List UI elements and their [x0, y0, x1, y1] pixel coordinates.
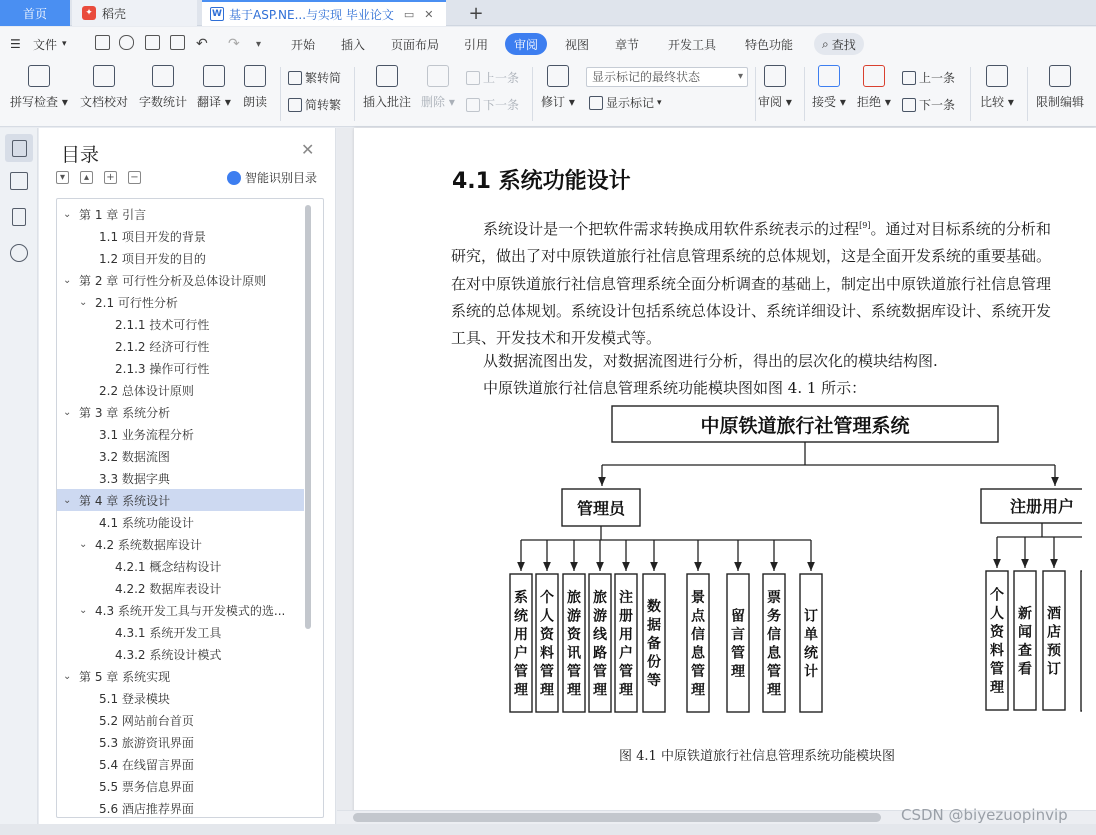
watermark: CSDN @biyezuopinvip — [901, 806, 1068, 824]
doc-proof-icon — [93, 65, 115, 87]
toc-item-label: 4.2.1 概念结构设计 — [115, 559, 222, 574]
ribbon-divider — [280, 67, 281, 121]
admin-node-label: 管理员 — [576, 499, 626, 518]
toc-item[interactable] — [57, 423, 304, 445]
module-label: 旅游资讯管理 — [567, 589, 581, 699]
ribbon-toolbar — [0, 61, 1096, 127]
read-aloud-icon — [244, 65, 266, 87]
module-box — [1043, 571, 1065, 710]
toc-item[interactable] — [57, 357, 304, 379]
toc-item-label: 4.3 系统开发工具与开发模式的选... — [95, 603, 286, 618]
toc-item-label: 2.1.2 经济可行性 — [115, 339, 210, 354]
figure-caption: 图 4.1 中原铁道旅行社信息管理系统功能模块图 — [619, 749, 895, 764]
next-comment-label: 下一条 — [483, 98, 520, 112]
next-change-label: 下一条 — [919, 98, 956, 112]
hamburger-icon[interactable]: ☰ — [10, 37, 21, 51]
monitor-icon[interactable]: ▭ — [403, 7, 415, 21]
ribbon-divider — [1027, 67, 1028, 121]
revise-icon — [547, 65, 569, 87]
ribbon-divider — [532, 67, 533, 121]
chevron-down-icon[interactable]: ⌄ — [63, 208, 72, 220]
revise-label: 修订 — [541, 95, 566, 109]
word-count-button[interactable] — [139, 65, 187, 110]
word-count-icon — [152, 65, 174, 87]
toc-item[interactable] — [57, 775, 304, 797]
toc-item-label: 2.1 可行性分析 — [95, 295, 178, 310]
toc-item[interactable] — [57, 225, 304, 247]
delete-comment-button[interactable]: 删除 ▾ — [421, 65, 455, 110]
left-icon-bar — [0, 128, 38, 835]
save-icon[interactable] — [95, 35, 110, 50]
print-preview-icon[interactable] — [170, 35, 185, 50]
spell-check-button[interactable]: 拼写检查 ▾ — [10, 65, 68, 110]
toc-item[interactable] — [57, 445, 304, 467]
tab-document-label: 基于ASP.NE...与实现 毕业论文 — [229, 7, 394, 22]
toc-item-label: 3.3 数据字典 — [99, 471, 170, 486]
toc-item[interactable] — [57, 533, 304, 555]
tab-bar — [0, 0, 1096, 26]
undo-icon[interactable]: ↶ — [196, 36, 208, 52]
next-change-icon — [902, 98, 916, 112]
menu-tab-view[interactable]: 视图 — [565, 37, 590, 52]
menu-tab-reference[interactable]: 引用 — [464, 37, 489, 52]
reject-label: 拒绝 — [857, 95, 882, 109]
section-heading: 4.1 系统功能设计 — [452, 169, 631, 194]
tab-home[interactable] — [0, 0, 70, 26]
tab-document[interactable] — [202, 0, 446, 26]
module-label: 旅游线路管理 — [593, 589, 607, 699]
expand-all-icon[interactable]: ▴ — [80, 171, 93, 184]
root-node-label: 中原铁道旅行社管理系统 — [700, 415, 910, 437]
menu-tab-chapter[interactable]: 章节 — [615, 37, 640, 52]
doc-proof-label: 文档校对 — [80, 95, 129, 109]
toc-item-label: 5.3 旅游资讯界面 — [99, 735, 194, 750]
toc-item[interactable] — [57, 731, 304, 753]
prev-change-button[interactable] — [902, 69, 955, 86]
toc-scrollbar[interactable] — [305, 205, 311, 629]
lock-icon — [1049, 65, 1071, 87]
toc-item-label: 3.2 数据流图 — [99, 449, 170, 464]
module-label: 注册用户管理 — [619, 589, 633, 699]
review-pane-icon — [764, 65, 786, 87]
menu-tab-features[interactable]: 特色功能 — [745, 37, 794, 52]
document-area — [337, 128, 1096, 822]
tab-home-label: 首页 — [22, 6, 47, 21]
citation: [9] — [859, 221, 871, 230]
toc-item-label: 第 2 章 可行性分析及总体设计原则 — [79, 273, 267, 288]
toc-item-label: 4.1 系统功能设计 — [99, 515, 194, 530]
ribbon-divider — [755, 67, 756, 121]
toc-list — [56, 198, 324, 818]
smart-toc-button[interactable] — [227, 169, 317, 186]
file-menu[interactable] — [33, 33, 67, 55]
paragraph: 从数据流图出发，对数据流图进行分析，得出的层次化的模块结构图. — [483, 352, 938, 370]
toc-item-label: 5.5 票务信息界面 — [99, 779, 194, 794]
navigation-icon[interactable] — [10, 172, 28, 190]
toc-item[interactable] — [57, 511, 304, 533]
show-markup-label: 显示标记 — [606, 96, 655, 110]
accept-label: 接受 — [812, 95, 837, 109]
toc-item-label: 5.4 在线留言界面 — [99, 757, 194, 772]
trad-to-simp-button[interactable] — [288, 69, 341, 86]
chevron-down-icon: ▾ — [657, 97, 662, 108]
search-icon: ⌕ — [822, 36, 829, 51]
print-icon[interactable] — [145, 35, 160, 50]
toc-item[interactable] — [57, 291, 304, 313]
insert-comment-label: 插入批注 — [363, 95, 412, 109]
module-label: 个人资料管理 — [540, 589, 554, 699]
paragraph-text: 系统设计是一个把软件需求转换成用软件系统表示的过程 — [483, 220, 860, 238]
status-bar — [0, 824, 1096, 835]
search-label: 查找 — [831, 37, 856, 52]
restrict-edit-label: 限制编辑 — [1036, 95, 1085, 109]
module-box — [1081, 571, 1082, 711]
prev-change-icon — [902, 71, 916, 85]
add-heading-icon[interactable]: + — [104, 171, 117, 184]
toc-title: 目录 — [61, 144, 100, 166]
reject-icon — [863, 65, 885, 87]
module-label: 留言管理 — [731, 608, 745, 680]
toc-item-label: 5.1 登录模块 — [99, 691, 170, 706]
next-change-button[interactable] — [902, 96, 955, 113]
ai-icon — [227, 171, 241, 185]
daoke-logo-icon: ✦ — [82, 6, 96, 20]
module-label: 数据备份等 — [647, 599, 661, 689]
toc-item[interactable] — [57, 753, 304, 775]
module-label: 新闻查看 — [1018, 605, 1032, 678]
compare-icon — [986, 65, 1008, 87]
toc-item-label: 第 1 章 引言 — [79, 207, 147, 222]
bookmark-icon[interactable] — [12, 208, 26, 226]
accept-button[interactable]: 接受 ▾ — [812, 65, 846, 110]
revise-button[interactable]: 修订 ▾ — [541, 65, 575, 110]
compare-button[interactable]: 比较 ▾ — [980, 65, 1014, 110]
file-menu-label: 文件 — [33, 37, 58, 52]
toc-item[interactable] — [57, 401, 304, 423]
toc-item[interactable] — [57, 203, 304, 225]
add-tab-button[interactable]: + — [468, 2, 484, 24]
toc-item[interactable] — [57, 269, 304, 291]
close-icon[interactable]: ✕ — [301, 140, 315, 159]
toc-item-label: 4.2 系统数据库设计 — [95, 537, 202, 552]
redo-icon[interactable]: ↷ — [228, 36, 240, 52]
toc-item-label: 4.3.1 系统开发工具 — [115, 625, 222, 640]
module-box — [1014, 571, 1036, 710]
paragraph — [451, 212, 1051, 352]
toc-item-label: 5.2 网站前台首页 — [99, 713, 194, 728]
export-icon[interactable] — [119, 35, 134, 50]
toc-item[interactable] — [57, 621, 304, 643]
toc-item-label: 4.3.2 系统设计模式 — [115, 647, 222, 662]
restrict-edit-button[interactable] — [1036, 65, 1084, 110]
toc-item[interactable] — [57, 489, 304, 511]
toc-item[interactable] — [57, 335, 304, 357]
tab-daoke[interactable] — [72, 0, 197, 26]
module-box — [727, 574, 749, 712]
read-aloud-button[interactable] — [243, 65, 267, 110]
simp-to-trad-label: 简转繁 — [305, 98, 342, 112]
review-pane-button[interactable]: 审阅 ▾ — [758, 65, 792, 110]
read-aloud-label: 朗读 — [243, 95, 268, 109]
outline-icon[interactable] — [5, 134, 33, 162]
prev-comment-icon — [466, 71, 480, 85]
smart-toc-label: 智能识别目录 — [245, 171, 318, 185]
toc-item-label: 1.1 项目开发的背景 — [99, 229, 206, 244]
module-label: 景点信息管理 — [691, 589, 705, 699]
chevron-down-icon[interactable]: ⌄ — [63, 274, 72, 286]
markup-state-select[interactable]: 显示标记的最终状态 ▾ — [586, 67, 748, 87]
menu-tab-insert[interactable]: 插入 — [341, 37, 366, 52]
delete-comment-icon — [427, 65, 449, 87]
doc-proof-button[interactable] — [80, 65, 128, 110]
toc-item-label: 2.2 总体设计原则 — [99, 383, 194, 398]
toc-item-label: 2.1.3 操作可行性 — [115, 361, 210, 376]
spell-check-label: 拼写检查 — [10, 95, 59, 109]
toc-item-label: 第 5 章 系统实现 — [79, 669, 171, 684]
toc-item-label: 1.2 项目开发的目的 — [99, 251, 206, 266]
insert-comment-icon — [376, 65, 398, 87]
module-diagram — [482, 402, 1082, 738]
chevron-down-icon: ▾ — [62, 39, 67, 49]
quick-access-more-icon[interactable]: ▾ — [256, 38, 262, 50]
writer-doc-icon: W — [210, 7, 224, 21]
toc-item[interactable] — [57, 665, 304, 687]
trad-to-simp-icon — [288, 71, 302, 85]
ribbon-divider — [970, 67, 971, 121]
prev-comment-label: 上一条 — [483, 71, 520, 85]
trad-to-simp-label: 繁转简 — [305, 71, 342, 85]
module-label: 个人资料管理 — [990, 587, 1004, 696]
close-tab-icon[interactable]: ✕ — [424, 7, 434, 21]
chevron-down-icon[interactable]: ⌄ — [63, 406, 72, 418]
ribbon-divider — [354, 67, 355, 121]
show-markup-button[interactable] — [589, 94, 662, 111]
search-button[interactable] — [814, 33, 864, 55]
simp-to-trad-icon — [288, 98, 302, 112]
collapse-all-icon[interactable]: ▾ — [56, 171, 69, 184]
word-count-label: 字数统计 — [139, 95, 188, 109]
next-comment-icon — [466, 98, 480, 112]
toc-item[interactable] — [57, 555, 304, 577]
chevron-down-icon[interactable]: ⌄ — [63, 494, 72, 506]
review-pane-label: 审阅 — [758, 95, 783, 109]
menu-bar — [0, 27, 1096, 61]
reject-button[interactable]: 拒绝 ▾ — [857, 65, 891, 110]
prev-comment-button[interactable] — [466, 69, 519, 86]
module-label: 票务信息管理 — [767, 589, 781, 699]
menu-tab-layout[interactable]: 页面布局 — [391, 37, 440, 52]
tab-daoke-label: 稻壳 — [102, 6, 127, 21]
chevron-down-icon[interactable]: ⌄ — [63, 670, 72, 682]
chevron-down-icon[interactable]: ⌄ — [79, 296, 88, 308]
toc-item-label: 第 3 章 系统分析 — [79, 405, 171, 420]
user-node-label: 注册用户 — [1009, 497, 1075, 516]
toc-item[interactable] — [57, 709, 304, 731]
chevron-down-icon[interactable]: ⌄ — [79, 604, 88, 616]
prev-change-label: 上一条 — [919, 71, 956, 85]
delete-comment-label: 删除 — [421, 95, 446, 109]
insert-comment-button[interactable] — [363, 65, 411, 110]
toc-item[interactable] — [57, 643, 304, 665]
toc-item-label: 4.2.2 数据库表设计 — [115, 581, 222, 596]
translate-label: 翻译 — [197, 95, 222, 109]
chevron-down-icon[interactable]: ⌄ — [79, 538, 88, 550]
toc-item[interactable] — [57, 687, 304, 709]
toc-item[interactable] — [57, 467, 304, 489]
toc-item[interactable] — [57, 797, 304, 818]
toc-item[interactable] — [57, 313, 304, 335]
spell-check-icon — [28, 65, 50, 87]
horizontal-scroll-thumb[interactable] — [353, 813, 881, 822]
toc-item[interactable] — [57, 577, 304, 599]
show-markup-icon — [589, 96, 603, 110]
menu-tab-start[interactable]: 开始 — [291, 37, 316, 52]
module-label: 酒店预订 — [1047, 605, 1061, 678]
toc-item[interactable] — [57, 599, 304, 621]
paragraph-text: 。通过对目标系统的分析和研究，做出了对中原铁道旅行社信息管理系统的总体规划，这是全面开发系统的重要基础。在对中原铁道旅行社信息管理系统全面分析调查的基础上，制定出中原铁道旅行社信息管理系统的总体规划。系统设计包括系统总体设计、系统详细设计、系统数据库设计、系统开发工具、开发技术和开发模式等。 — [451, 220, 1052, 348]
compare-label: 比较 — [980, 95, 1005, 109]
module-box — [800, 574, 822, 712]
toc-item[interactable] — [57, 247, 304, 269]
translate-button[interactable]: 翻译 ▾ — [197, 65, 231, 110]
simp-to-trad-button[interactable] — [288, 96, 341, 113]
paragraph: 中原铁道旅行社信息管理系统功能模块图如图 4. 1 所示： — [483, 379, 867, 397]
toc-item-label: 2.1.1 技术可行性 — [115, 317, 210, 332]
toc-item-label: 5.6 酒店推荐界面 — [99, 801, 194, 816]
toc-panel — [39, 128, 336, 835]
toc-item-label: 3.1 业务流程分析 — [99, 427, 194, 442]
menu-tab-devtools[interactable]: 开发工具 — [668, 37, 717, 52]
module-label: 订单统计 — [804, 608, 818, 680]
translate-icon — [203, 65, 225, 87]
next-comment-button[interactable] — [466, 96, 519, 113]
remove-heading-icon[interactable]: − — [128, 171, 141, 184]
search-icon[interactable] — [10, 244, 28, 262]
menu-tab-review[interactable]: 审阅 — [505, 33, 547, 55]
ribbon-divider — [804, 67, 805, 121]
toc-item[interactable] — [57, 379, 304, 401]
module-label: 系统用户管理 — [514, 589, 528, 699]
document-page[interactable] — [354, 128, 1096, 822]
toc-item-label: 第 4 章 系统设计 — [79, 493, 171, 508]
accept-icon — [818, 65, 840, 87]
